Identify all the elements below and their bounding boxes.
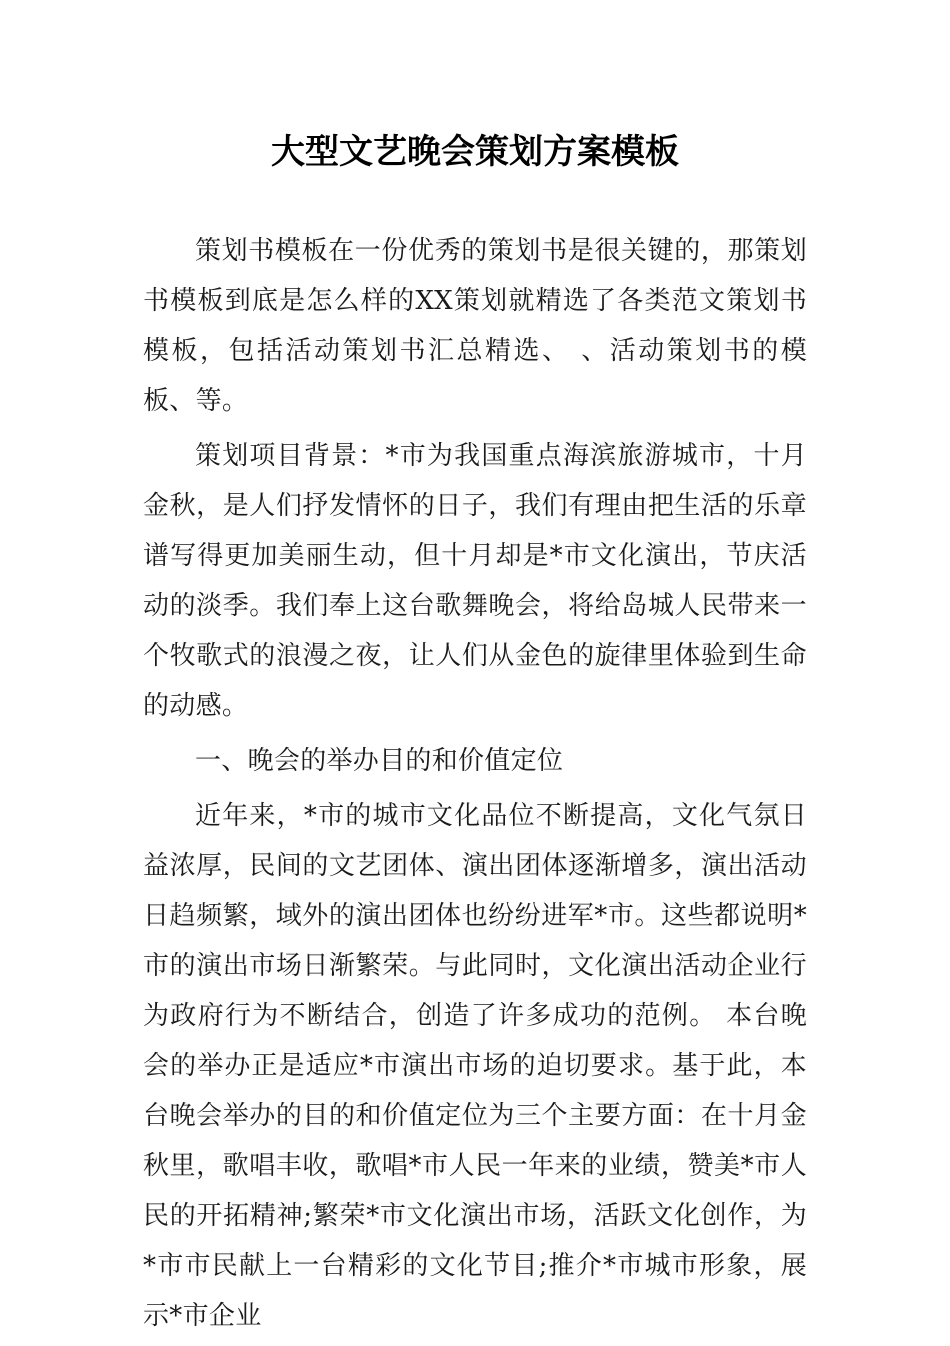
intro-paragraph: 策划书模板在一份优秀的策划书是很关键的，那策划书模板到底是怎么样的XX策划就精选了各类范文策划书模板，包括活动策划书汇总精选、 、活动策划书的模板、等。 bbox=[143, 236, 807, 416]
section-heading: 一、晚会的举办目的和价值定位 bbox=[195, 746, 564, 776]
document-title: 大型文艺晚会策划方案模板 bbox=[271, 132, 679, 172]
background-paragraph: 策划项目背景：*市为我国重点海滨旅游城市，十月金秋，是人们抒发情怀的日子，我们有理由把生活的乐章谱写得更加美丽生动，但十月却是*市文化演出，节庆活动的淡季。我们奉上这台歌舞晚会，将给岛城人民带来一个牧歌式的浪漫之夜，让人们从金色的旋律里体验到生命的动感。 bbox=[143, 441, 807, 721]
document-body bbox=[143, 226, 807, 1346]
purpose-paragraph: 近年来，*市的城市文化品位不断提高，文化气氛日益浓厚，民间的文艺团体、演出团体逐渐增多，演出活动日趋频繁，域外的演出团体也纷纷进军*市。这些都说明*市的演出市场日渐繁荣。与此同时，文化演出活动企业行为政府行为不断结合，创造了许多成功的范例。 本台晚会的举办正是适应*市演出市场的迫切要求。基于此，本台晚会举办的目的和价值定位为三个主要方面：在十月金秋里，歌唱丰收，歌唱*市人民一年来的业绩，赞美*市人民的开拓精神;繁荣*市文化演出市场，活跃文化创作，为*市市民献上一台精彩的文化节目;推介*市城市形象，展示*市企业 bbox=[143, 801, 807, 1331]
